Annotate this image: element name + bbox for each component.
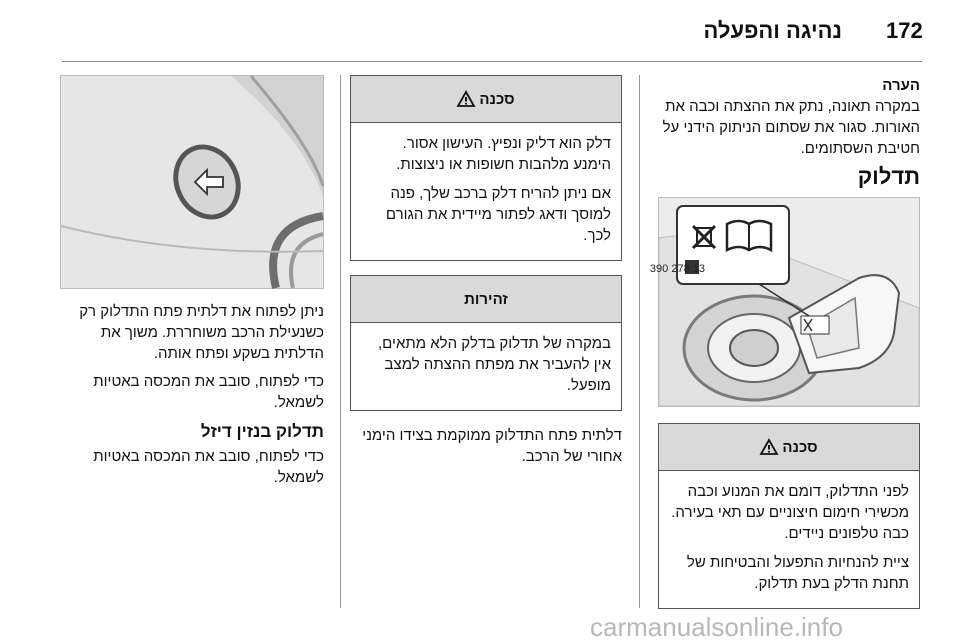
header-rule [62, 61, 922, 62]
column-divider-left [340, 75, 341, 608]
page-number: 172 [886, 18, 923, 43]
fuel-door-figure [649, 197, 920, 407]
caution-box [350, 275, 622, 411]
caution-text: במקרה של תדלוק בדלק הלא מתאים, אין להעביר את מפתח ההצתה למצב מופעל. [378, 335, 611, 394]
note-text: במקרה תאונה, נתק את ההצתה וכבה את האורות. סגור את שסתום הניתוק הידני על חטיבת השסתומים. [662, 98, 920, 157]
column-middle [350, 75, 622, 474]
column-divider-right [639, 75, 640, 608]
caution-header [351, 276, 621, 323]
fuel-door-location-text: דלתית פתח התדלוק ממוקמת בצידו הימני אחורי של הרכב. [362, 427, 622, 465]
danger-header [351, 76, 621, 123]
fuel-door-illustration [649, 198, 919, 406]
danger-title: סכנה [479, 90, 515, 108]
opening-cap-text: כדי לפתוח, סובב את המכסה באטיות לשמאל. [93, 373, 324, 411]
warning-box-refuel [658, 423, 920, 609]
figure-label: 13 278 390 [649, 263, 705, 275]
warning-triangle-icon [760, 439, 778, 455]
warning-triangle-icon [457, 91, 475, 107]
danger-text-1: דלק הוא דליק ונפיץ. העישון אסור. הימנע מלהבות חשופות או ניצוצות. [396, 135, 611, 173]
watermark: carmanualsonline.info [590, 612, 843, 642]
danger-text-2: אם ניתן להריח דלק ברכב שלך, פנה למוסך ודאג לפתור מיידית את הגורם לכך. [385, 185, 611, 244]
section-title-diesel: תדלוק בנזין דיזל [200, 422, 324, 441]
fuel-filler-flap-figure [60, 75, 324, 289]
caution-title: זהירות [464, 290, 508, 308]
page-header [0, 0, 960, 62]
warning-text-1: לפני התדלוק, דומם את המנוע וכבה מכשירי חימום חיצוניים עם תאי בעירה. כבה טלפונים ניידים. [671, 483, 909, 542]
opening-instructions: ניתן לפתוח את דלתית פתח התדלוק רק כשנעילת הרכב משוחררת. משוך את הדלתית בשקע ופתח אותה. [79, 303, 324, 362]
warning-title: סכנה [782, 438, 818, 456]
column-right [649, 75, 920, 609]
diesel-cap-text: כדי לפתוח, סובב את המכסה באטיות לשמאל. [93, 448, 324, 486]
note-title: הערה [882, 77, 920, 94]
column-left [60, 75, 324, 495]
danger-box-fuel [350, 75, 622, 261]
fuel-filler-flap-illustration [61, 76, 323, 288]
chapter-title: נהיגה והפעלה [703, 18, 842, 43]
warning-header [659, 424, 919, 471]
warning-text-2: ציית להנחיות התפעול והבטיחות של תחנת הדלק בעת תדלוק. [686, 554, 909, 592]
section-title-refueling: תדלוק [857, 164, 920, 189]
